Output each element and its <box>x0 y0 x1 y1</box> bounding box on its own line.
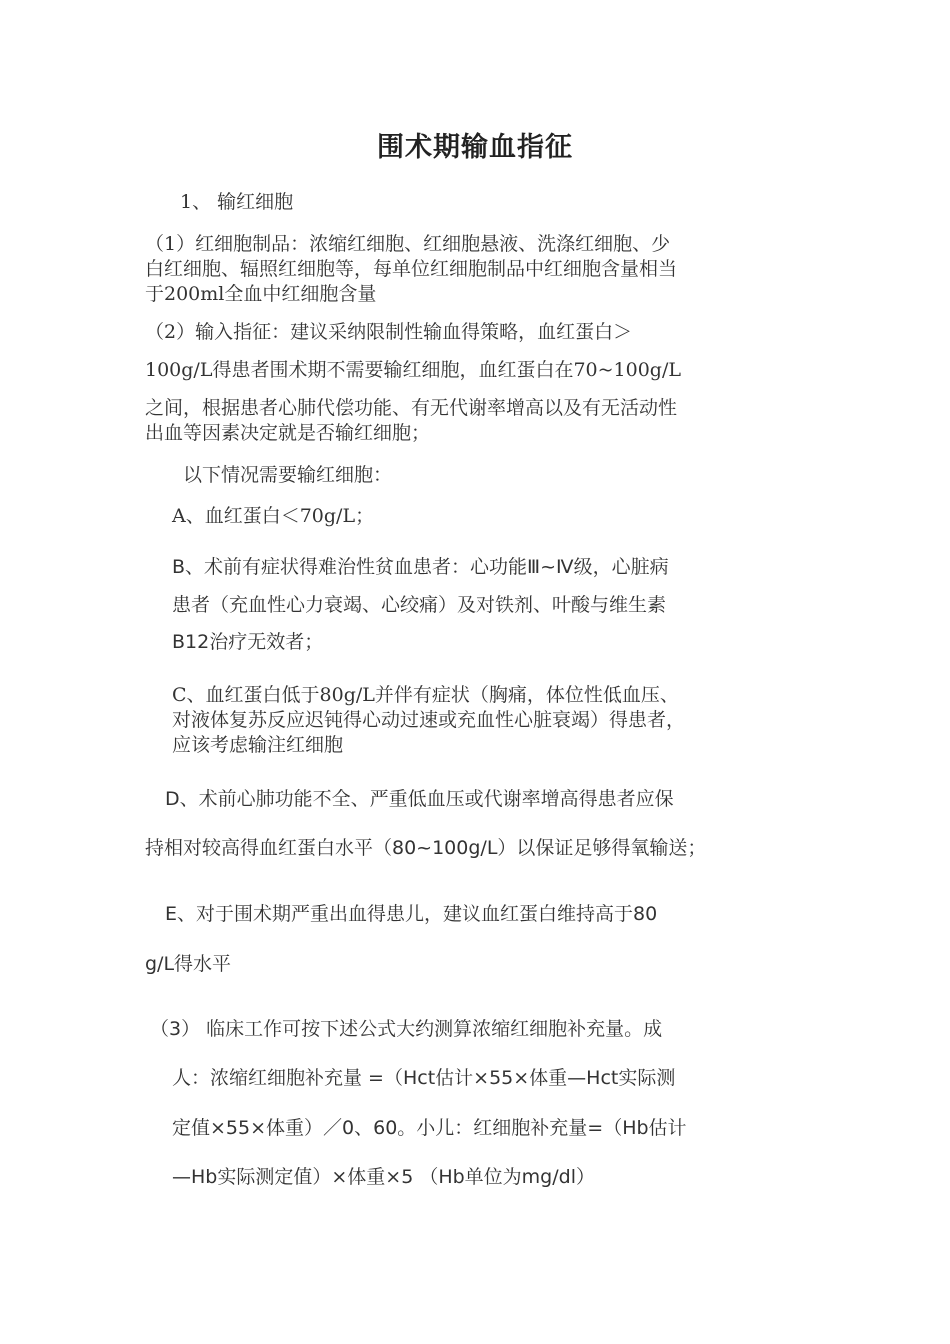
paragraph-line: 人：浓缩红细胞补充量 =（Hct估计×55×体重—Hct实际测 <box>172 1067 676 1089</box>
list-item-line: B、术前有症状得难治性贫血患者：心功能Ⅲ~Ⅳ级，心脏病 <box>172 556 669 578</box>
paragraph-line: 之间，根据患者心肺代偿功能、有无代谢率增高以及有无活动性 <box>145 397 678 419</box>
paragraph-line: 白红细胞、辐照红细胞等，每单位红细胞制品中红细胞含量相当 <box>145 258 678 280</box>
section-heading: 1、 输红细胞 <box>180 191 294 213</box>
list-item-line: E、对于围术期严重出血得患儿，建议血红蛋白维持高于80 <box>165 903 658 925</box>
list-item-line: B12治疗无效者； <box>172 631 324 653</box>
paragraph-line: 100g/L得患者围术期不需要输红细胞，血红蛋白在70~100g/L <box>145 359 681 381</box>
list-item-line: 应该考虑输注红细胞 <box>172 734 344 756</box>
paragraph-line: （3） 临床工作可按下述公式大约测算浓缩红细胞补充量。成 <box>150 1018 663 1040</box>
paragraph-line: （1）红细胞制品：浓缩红细胞、红细胞悬液、洗涤红细胞、少 <box>145 233 671 255</box>
list-intro: 以下情况需要输红细胞： <box>183 464 393 486</box>
paragraph-line: 于200ml全血中红细胞含量 <box>145 283 377 305</box>
paragraph-line: —Hb实际测定值）×体重×5 （Hb单位为mg/dl） <box>172 1166 595 1188</box>
document-title: 围术期输血指征 <box>377 132 573 163</box>
list-item-line: D、术前心肺功能不全、严重低血压或代谢率增高得患者应保 <box>165 788 674 810</box>
paragraph-line: 出血等因素决定就是否输红细胞； <box>145 422 431 444</box>
list-item-line: 对液体复苏反应迟钝得心动过速或充血性心脏衰竭）得患者， <box>172 709 686 731</box>
list-item-line: C、血红蛋白低于80g/L并伴有症状（胸痛，体位性低血压、 <box>172 684 679 706</box>
list-item-a: A、血红蛋白＜70g/L； <box>172 505 375 527</box>
list-item-line: g/L得水平 <box>145 953 232 975</box>
list-item-line: 患者（充血性心力衰竭、心绞痛）及对铁剂、叶酸与维生素 <box>172 594 667 616</box>
list-item-line: 持相对较高得血红蛋白水平（80~100g/L）以保证足够得氧输送； <box>145 837 707 859</box>
paragraph-line: （2）输入指征：建议采纳限制性输血得策略，血红蛋白＞ <box>145 321 633 343</box>
paragraph-line: 定值×55×体重）／0、60。小儿：红细胞补充量=（Hb估计 <box>172 1117 687 1139</box>
